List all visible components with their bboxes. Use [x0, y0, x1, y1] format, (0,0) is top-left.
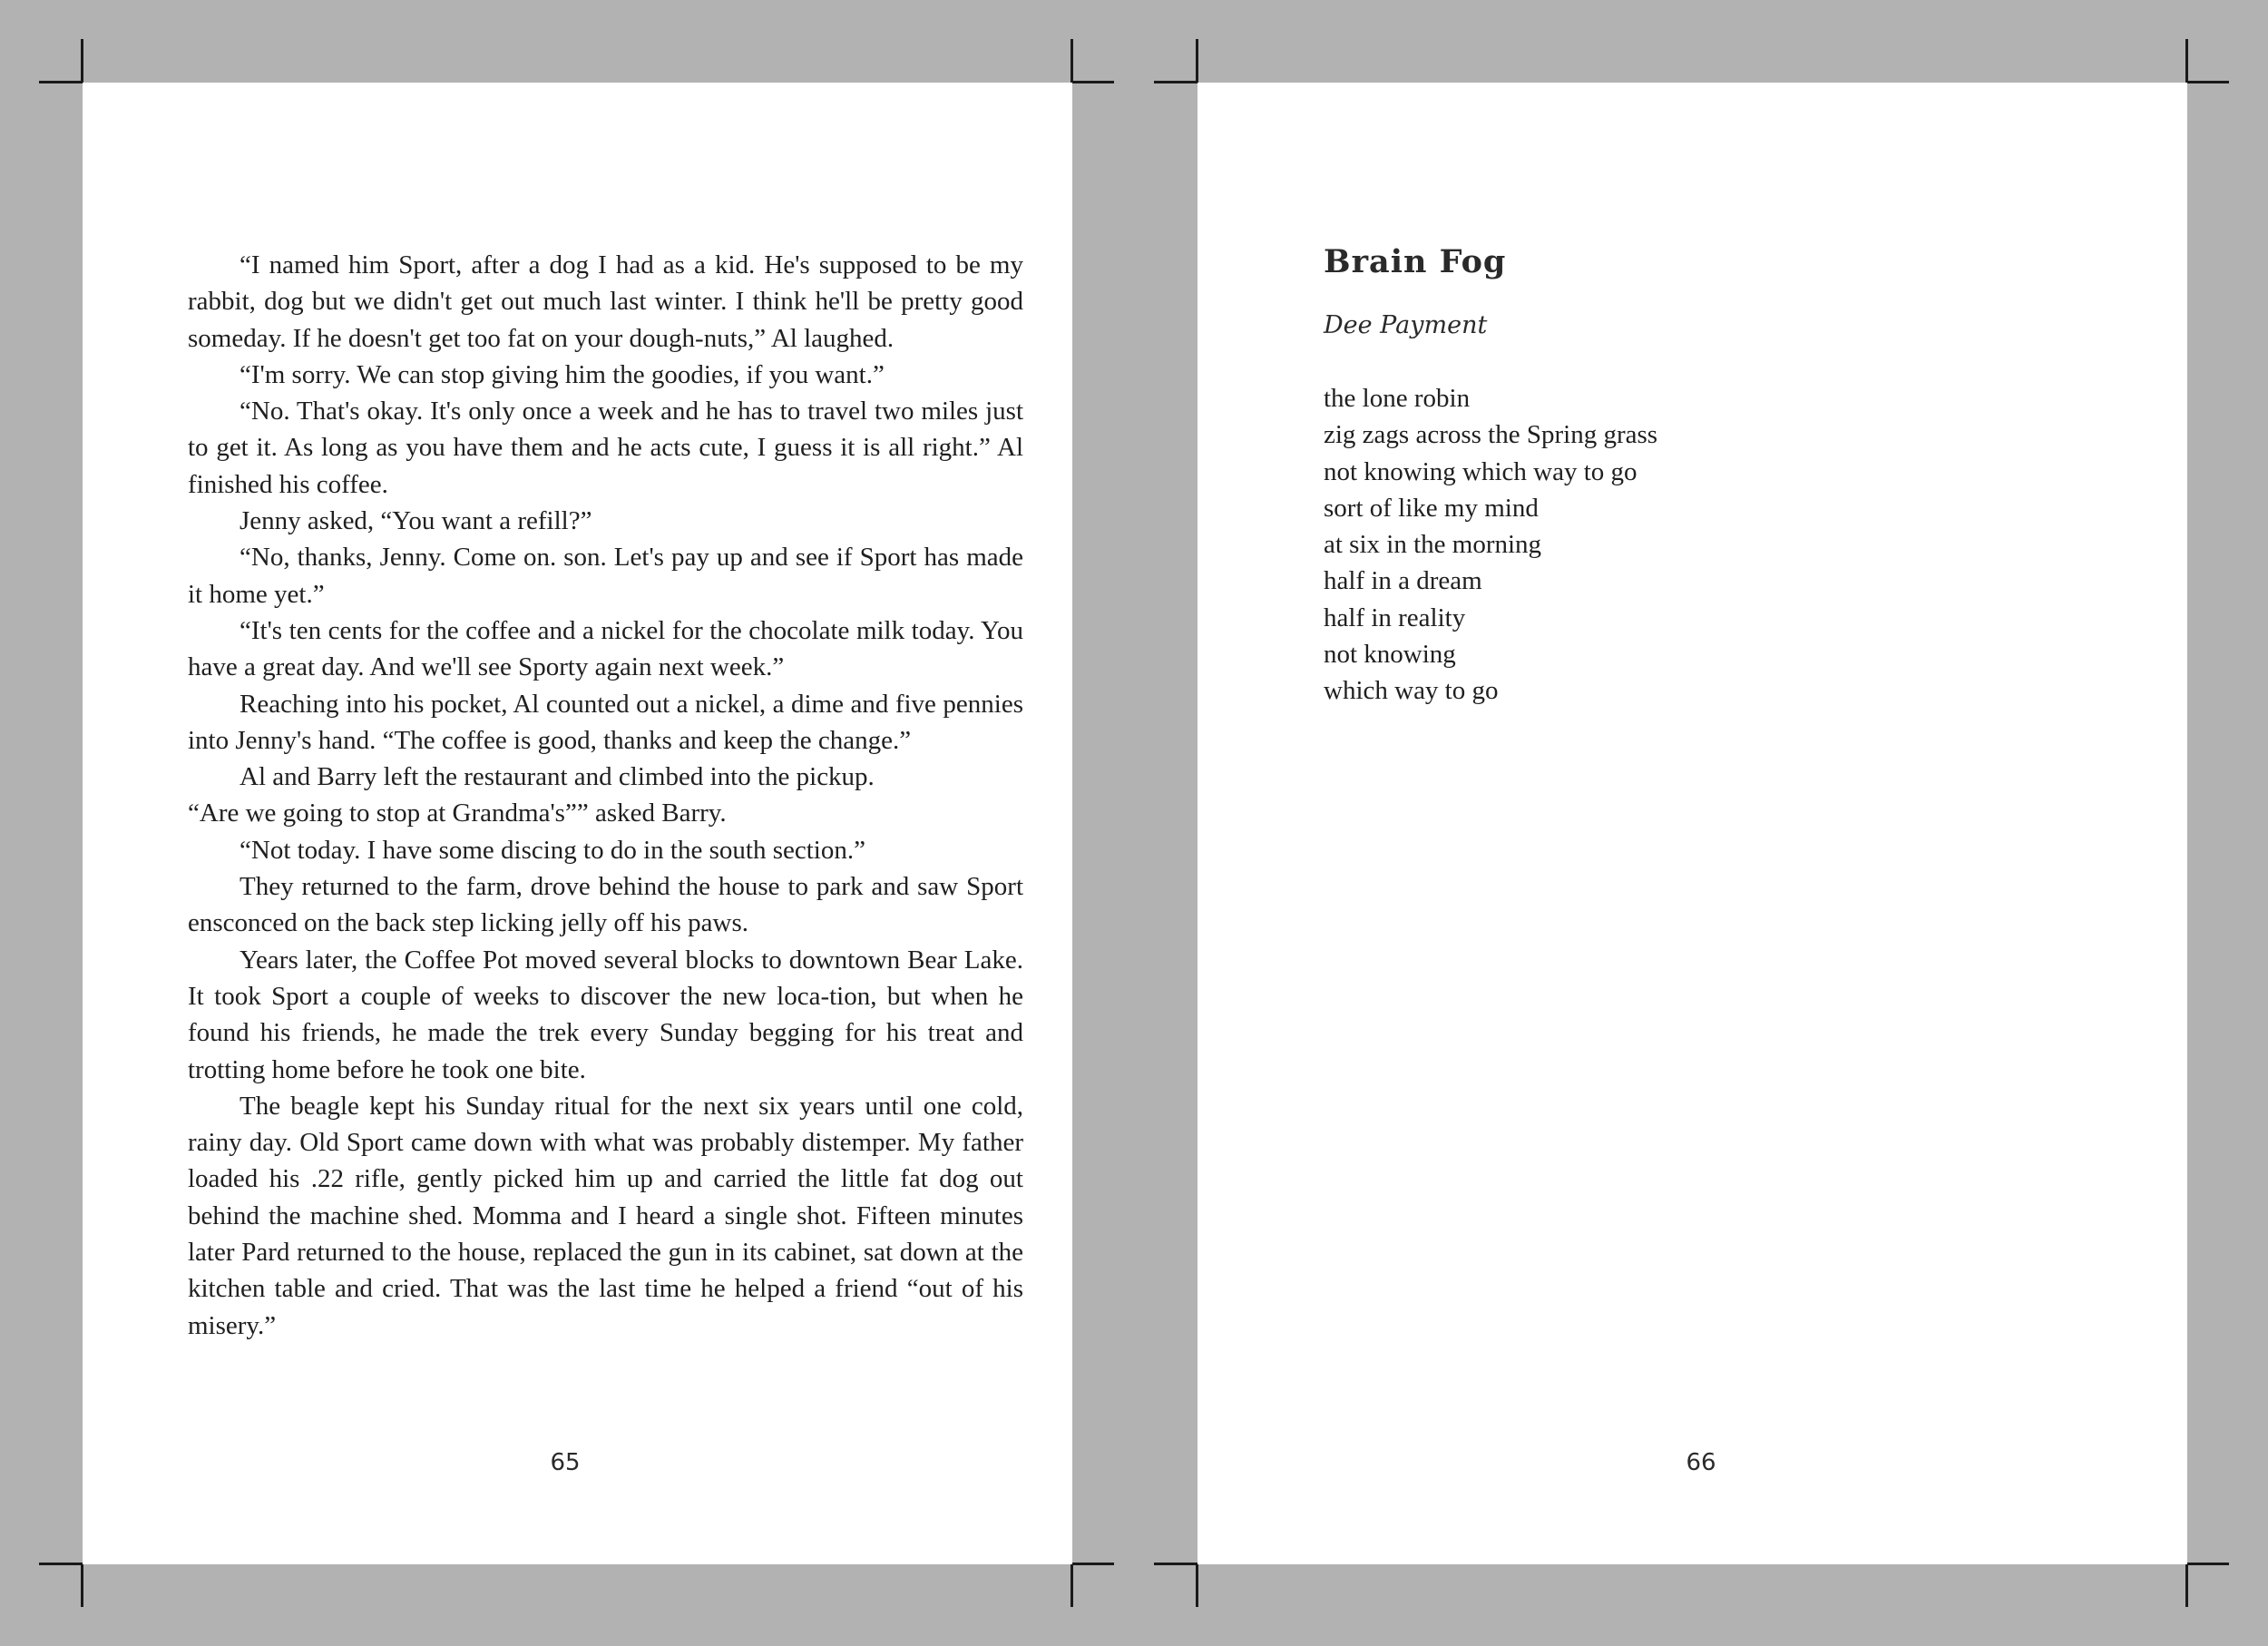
crop-mark	[1154, 1563, 1198, 1565]
poem-line: not knowing which way to go	[1324, 456, 1637, 486]
poem-line: which way to go	[1324, 676, 1499, 706]
paragraph: “I'm sorry. We can stop giving him the goodies, if you want.”	[240, 359, 885, 389]
crop-mark	[81, 39, 83, 83]
poem-line: the lone robin	[1324, 384, 1471, 413]
poem-line: sort of like my mind	[1324, 493, 1539, 523]
crop-mark	[1070, 1563, 1114, 1565]
paragraph: Years later, the Coffee Pot moved several blocks to downtown Bear Lake. It took Sport a couple of weeks to discover the new loca-tion, but when he found his friends, he made the trek every Sunday begging for his treat and trotting home before he took one bite.	[188, 945, 1023, 1084]
poem-line: not knowing	[1324, 640, 1456, 670]
right-page	[1198, 83, 2187, 1564]
paragraph: Al and Barry left the restaurant and climbed into the pickup.	[240, 762, 875, 792]
poem-line: half in reality	[1324, 603, 1466, 632]
paragraph: “Not today. I have some discing to do in the south section.”	[240, 835, 865, 865]
page-number: 66	[1686, 1449, 1716, 1476]
crop-mark	[39, 1563, 83, 1565]
left-page	[83, 83, 1072, 1564]
paragraph: “Are we going to stop at Grandma's”” asked Barry.	[188, 799, 727, 828]
paragraph: Jenny asked, “You want a refill?”	[240, 506, 592, 536]
paragraph: The beagle kept his Sunday ritual for the next six years until one cold, rainy day. Old Sport came down with what was probably distemper. My father loaded his .22 rifle, gently picked him up and carried the little fat dog out behind the machine shed. Momma and I heard a single shot. Fifteen minutes later Pard returned to the house, replaced the gun in its cabinet, sat down at the kitchen table and cried. That was the last time he helped a friend “out of his misery.”	[188, 1091, 1023, 1340]
paragraph: “It's ten cents for the coffee and a nickel for the chocolate milk today. You have a great day. And we'll see Sporty again next week.”	[188, 615, 1023, 682]
poem-line: half in a dream	[1324, 566, 1482, 596]
crop-mark	[39, 81, 83, 83]
poem-line: zig zags across the Spring grass	[1324, 420, 1658, 450]
paragraph: “No, thanks, Jenny. Come on. son. Let's pay up and see if Sport has made it home yet.”	[188, 543, 1023, 609]
poem-text	[1324, 380, 1657, 710]
crop-mark	[1196, 39, 1198, 83]
poem-title: Brain Fog	[1324, 243, 1507, 280]
crop-mark	[2185, 39, 2188, 83]
crop-mark	[1070, 1563, 1073, 1607]
story-text	[188, 247, 1023, 1344]
paragraph: Reaching into his pocket, Al counted out a nickel, a dime and five pennies into Jenny's hand. “The coffee is good, thanks and keep the change.”	[188, 689, 1023, 755]
crop-mark	[2185, 1563, 2229, 1565]
page-number: 65	[550, 1449, 581, 1476]
paragraph: “I named him Sport, after a dog I had as a kid. He's supposed to be my rabbit, dog but we didn't get out much last winter. I think he'll be pretty good someday. If he doesn't get too fat on your dough-nuts,” Al laughed.	[188, 250, 1023, 353]
crop-mark	[2185, 1563, 2188, 1607]
paragraph: “No. That's okay. It's only once a week and he has to travel two miles just to get it. As long as you have them and he acts cute, I guess it is all right.” Al finished his coffee.	[188, 397, 1023, 499]
poem-author: Dee Payment	[1324, 311, 1488, 339]
crop-mark	[1196, 1563, 1198, 1607]
crop-mark	[1154, 81, 1198, 83]
crop-mark	[1070, 39, 1073, 83]
crop-mark	[1070, 81, 1114, 83]
paragraph: They returned to the farm, drove behind the house to park and saw Sport ensconced on the back step licking jelly off his paws.	[188, 872, 1023, 938]
crop-mark	[81, 1563, 83, 1607]
crop-mark	[2185, 81, 2229, 83]
poem-line: at six in the morning	[1324, 530, 1542, 560]
